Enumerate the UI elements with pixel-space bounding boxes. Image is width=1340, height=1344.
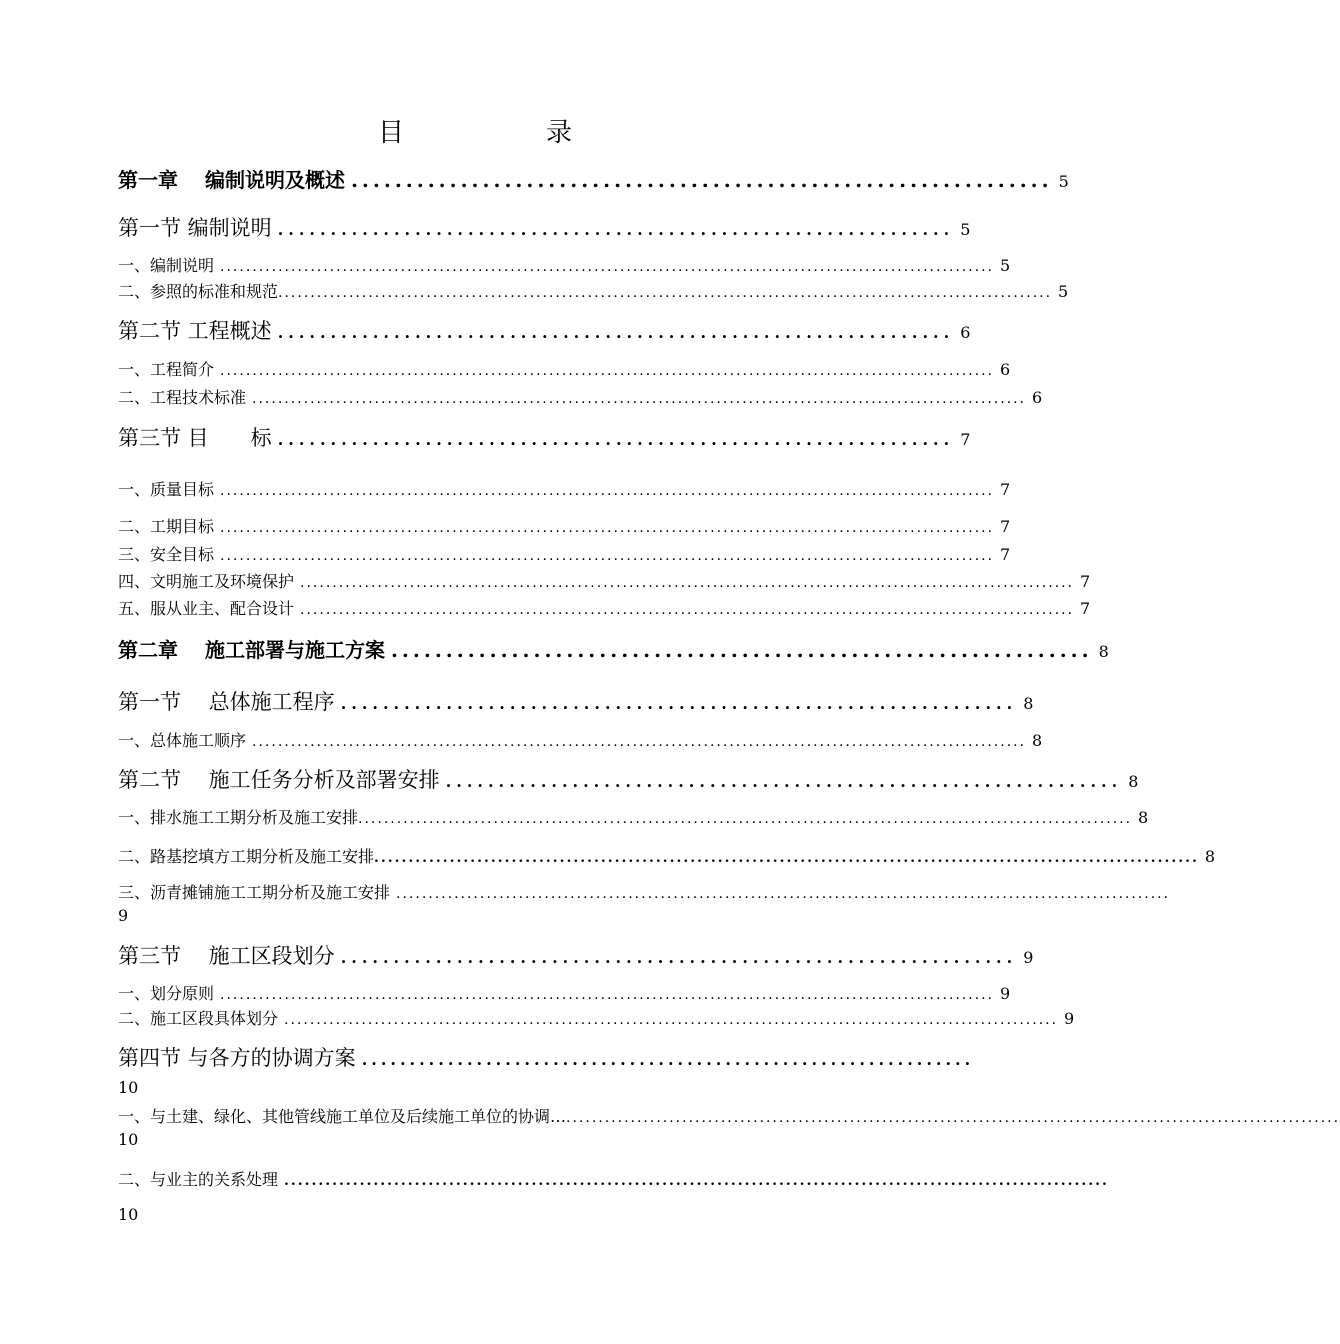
toc-entry-section[interactable]: [118, 1042, 975, 1072]
toc-entry-section[interactable]: [118, 212, 971, 242]
dot-leader: ................................................................: [277, 220, 955, 239]
toc-entry-page: 8: [1098, 642, 1109, 661]
toc-entry-page: 6: [1000, 360, 1011, 379]
toc-entry-label: 第二章 施工部署与施工方案: [118, 638, 385, 662]
toc-entry-section[interactable]: [118, 686, 1034, 716]
toc-entry-page: 8: [1204, 847, 1216, 866]
dot-leader: ........................................................................................................................: [220, 363, 995, 379]
toc-entry-page: 9: [1064, 1009, 1075, 1028]
dot-leader: ........................................................................................................................: [566, 1110, 1340, 1126]
toc-entry-label: 二、工期目标: [118, 517, 215, 536]
dot-leader: ................................................................: [445, 772, 1123, 791]
toc-entry-label: 二、施工区段具体划分: [118, 1009, 279, 1028]
toc-entry-item[interactable]: [118, 596, 1091, 619]
toc-entry-item[interactable]: [118, 805, 1149, 828]
toc-entry-label: 一、排水施工工期分析及施工安排: [118, 808, 359, 827]
toc-entry-label: 第三节 目 标: [118, 426, 272, 450]
toc-entry-label: 二、与业主的关系处理: [118, 1170, 279, 1189]
toc-entry-label: 第四节 与各方的协调方案: [118, 1046, 356, 1070]
dot-leader: ........................................................................................................................: [220, 987, 995, 1003]
toc-entry-label: 一、总体施工顺序: [118, 731, 247, 750]
toc-entry-section[interactable]: [118, 315, 971, 345]
dot-leader: ........................................................................................................................: [220, 548, 995, 564]
toc-entry-item[interactable]: [118, 357, 1011, 380]
dot-leader: ................................................................: [361, 1050, 975, 1069]
toc-entry-label: 四、文明施工及环境保护: [118, 572, 295, 591]
toc-entry-item[interactable]: [118, 477, 1011, 500]
toc-entry-page: 5: [1000, 256, 1011, 275]
toc-entry-item[interactable]: [118, 1006, 1075, 1029]
toc-entry-page: 5: [1058, 172, 1069, 191]
dot-leader: ........................................................................................................................: [220, 520, 995, 536]
toc-entry-page: 9: [1023, 948, 1034, 967]
toc-entry-page: 8: [1032, 731, 1043, 750]
toc-entry-label: 二、工程技术标准: [118, 388, 247, 407]
dot-leader: ................................................................: [390, 638, 1093, 662]
dot-leader: ........................................................................................................................: [278, 285, 1053, 301]
toc-entry-section[interactable]: [118, 422, 971, 452]
dot-leader: ........................................................................................................................: [300, 575, 1075, 591]
toc-entry-label: 一、质量目标: [118, 480, 215, 499]
toc-entry-page: 7: [1000, 480, 1011, 499]
toc-entry-page: 7: [1080, 599, 1091, 618]
toc-entry-page: 7: [1080, 572, 1091, 591]
toc-entry-label: 三、安全目标: [118, 545, 215, 564]
dot-leader: ........................................................................................................................: [358, 811, 1133, 827]
dot-leader: ........................................................................................................................: [252, 734, 1027, 750]
toc-entry-page: 8: [1138, 808, 1149, 827]
toc-entry-page: 9: [118, 906, 129, 925]
dot-leader: ................................................................: [340, 948, 1018, 967]
toc-entry-page: 7: [960, 430, 971, 449]
toc-entry-item[interactable]: [118, 880, 1171, 903]
toc-entry-item[interactable]: [118, 279, 1069, 302]
toc-entry-item[interactable]: [118, 569, 1091, 592]
toc-entry-label: 第三节 施工区段划分: [118, 944, 335, 968]
toc-entry-label: 第一章 编制说明及概述: [118, 168, 345, 192]
toc-entry-label: 第一节 总体施工程序: [118, 690, 335, 714]
toc-entry-page: 5: [1058, 282, 1069, 301]
toc-entry-item[interactable]: [118, 1167, 1109, 1190]
toc-entry-item[interactable]: [118, 981, 1011, 1004]
toc-entry-label: 一、工程简介: [118, 360, 215, 379]
dot-leader: ................................................................: [277, 323, 955, 342]
toc-entry-page: 7: [1000, 517, 1011, 536]
toc-entry-label: 二、路基挖填方工期分析及施工安排: [118, 847, 375, 866]
toc-entry-section[interactable]: [118, 764, 1139, 794]
toc-entry-item[interactable]: [118, 542, 1011, 565]
toc-entry-page: 6: [960, 323, 971, 342]
toc-entry-label: 二、参照的标准和规范: [118, 282, 279, 301]
toc-entry-label: 一、编制说明: [118, 256, 215, 275]
toc-entry-item[interactable]: [118, 728, 1043, 751]
toc-entry-item[interactable]: [118, 514, 1011, 537]
dot-leader: ........................................................................................................................: [220, 259, 995, 275]
dot-leader: ................................................................: [350, 168, 1053, 192]
dot-leader: ........................................................................................................................: [252, 391, 1027, 407]
toc-entry-page: 9: [1000, 984, 1011, 1003]
toc-entry-label: 一、划分原则: [118, 984, 215, 1003]
toc-entry-page: 6: [1032, 388, 1043, 407]
dot-leader: ........................................................................................................................: [284, 1012, 1059, 1028]
toc-entry-label: 五、服从业主、配合设计: [118, 599, 295, 618]
dot-leader: ........................................................................................................................: [374, 850, 1199, 866]
toc-entry-label: 第一节 编制说明: [118, 216, 272, 240]
dot-leader: ........................................................................................................................: [300, 602, 1075, 618]
dot-leader: ................................................................: [340, 694, 1018, 713]
toc-entry-item[interactable]: [118, 844, 1216, 867]
toc-entry-page: 10: [118, 1078, 139, 1097]
dot-leader: ................................................................: [277, 430, 955, 449]
toc-entry-label: 第二节 工程概述: [118, 319, 272, 343]
toc-entry-item[interactable]: [118, 385, 1043, 408]
toc-entry-page: 8: [1128, 772, 1139, 791]
toc-entry-label: 三、沥青摊铺施工工期分析及施工安排: [118, 883, 391, 902]
dot-leader: ........................................................................................................................: [284, 1173, 1109, 1189]
toc-entry-chapter[interactable]: [118, 164, 1069, 193]
toc-entry-page: 10: [118, 1130, 139, 1149]
toc-entry-label: 第二节 施工任务分析及部署安排: [118, 768, 440, 792]
toc-entry-page: 7: [1000, 545, 1011, 564]
dot-leader: ........................................................................................................................: [396, 886, 1171, 902]
toc-entry-chapter[interactable]: [118, 634, 1109, 663]
toc-title: 目 录: [377, 118, 630, 148]
toc-entry-item[interactable]: [118, 1104, 1340, 1127]
toc-entry-section[interactable]: [118, 940, 1034, 970]
toc-entry-page: 10: [118, 1205, 139, 1224]
toc-entry-label: 一、与土建、绿化、其他管线施工单位及后续施工单位的协调…: [118, 1107, 567, 1126]
toc-entry-item[interactable]: [118, 253, 1011, 276]
toc-entry-page: 8: [1023, 694, 1034, 713]
dot-leader: ........................................................................................................................: [220, 483, 995, 499]
toc-entry-page: 5: [960, 220, 971, 239]
